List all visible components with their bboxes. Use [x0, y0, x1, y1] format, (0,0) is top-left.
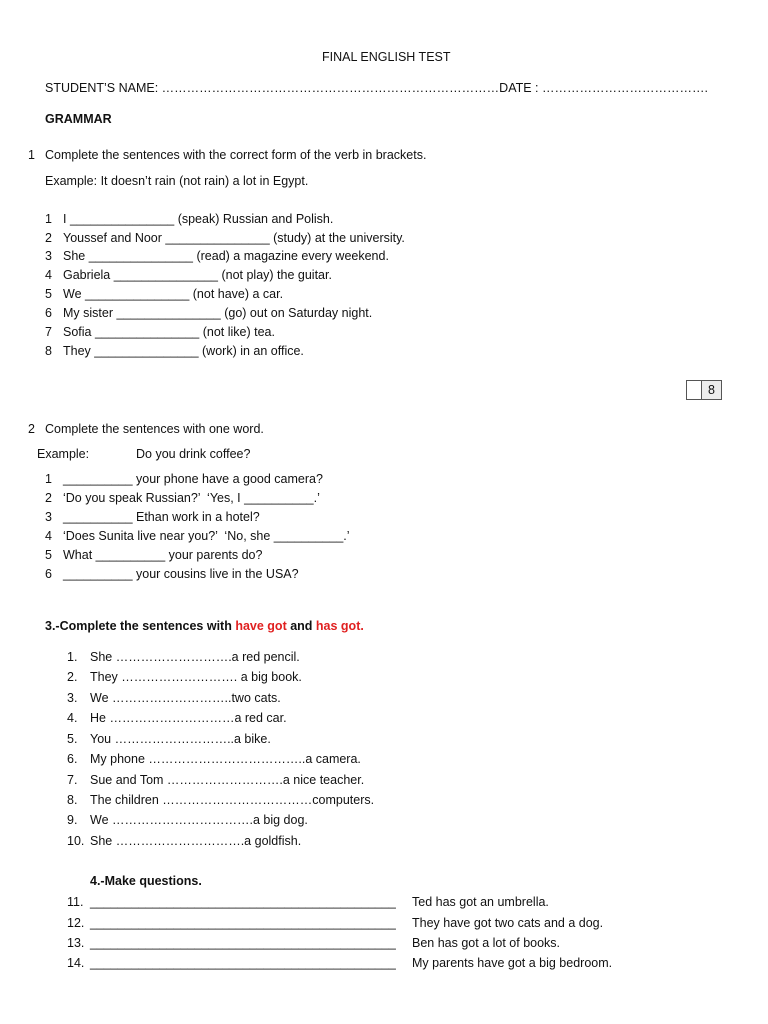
- list-item: [45, 567, 299, 582]
- list-item: [67, 773, 365, 788]
- list-item: [67, 752, 361, 767]
- item-text: Youssef and Noor _______________ (study) at the university.: [63, 231, 405, 245]
- item-text: What __________ your parents do?: [63, 548, 263, 562]
- list-item: [45, 548, 263, 563]
- item-number: 4: [45, 529, 52, 543]
- item-text: We ………………………..two cats.: [90, 691, 281, 705]
- item-text: We _______________ (not have) a car.: [63, 287, 284, 301]
- item-number: 3: [45, 510, 52, 524]
- item-number: 10.: [67, 834, 85, 848]
- list-item: [45, 325, 275, 340]
- item-text: He …………………………a red car.: [90, 711, 287, 725]
- item-number: 12.: [67, 916, 85, 930]
- item-text: My phone ………………………………..a camera.: [90, 752, 361, 766]
- item-text: I _______________ (speak) Russian and Polish.: [63, 212, 334, 226]
- list-item: [45, 529, 350, 544]
- item-number: 9.: [67, 813, 78, 827]
- list-item: [45, 510, 260, 525]
- ex2-example-text: Do you drink coffee?: [136, 447, 251, 461]
- ex3-heading-prefix: 3.-Complete the sentences with: [45, 619, 236, 633]
- answer-line[interactable]: ____________________________________________: [90, 936, 396, 950]
- answer-text: Ted has got an umbrella.: [412, 895, 549, 909]
- list-item: [45, 249, 389, 264]
- item-text: They _______________ (work) in an office.: [63, 344, 304, 358]
- item-number: 3.: [67, 691, 78, 705]
- item-number: 6.: [67, 752, 78, 766]
- item-number: 14.: [67, 956, 85, 970]
- has-got-highlight: has got: [315, 619, 361, 633]
- item-text: Sue and Tom ……………………….a nice teacher.: [90, 773, 365, 787]
- list-item: [67, 732, 271, 747]
- list-item: [67, 834, 302, 849]
- list-item: [45, 344, 304, 359]
- item-number: 2: [45, 491, 52, 505]
- answer-line[interactable]: ____________________________________________: [90, 895, 396, 909]
- ex2-number: 2: [28, 422, 35, 436]
- list-item: [67, 691, 281, 706]
- list-item: [67, 650, 300, 665]
- list-item: [67, 936, 561, 951]
- have-got-highlight: have got: [235, 619, 287, 633]
- list-item: [67, 793, 375, 808]
- item-text: We …………………………….a big dog.: [90, 813, 308, 827]
- item-number: 4.: [67, 711, 78, 725]
- item-text: She ……………………….a red pencil.: [90, 650, 300, 664]
- item-text: She ………………………….a goldfish.: [90, 834, 302, 848]
- list-item: [45, 491, 320, 506]
- item-number: 2: [45, 231, 52, 245]
- list-item: [67, 670, 302, 685]
- item-number: 5: [45, 548, 52, 562]
- score-box: [686, 380, 722, 400]
- item-number: 6: [45, 306, 52, 320]
- item-number: 6: [45, 567, 52, 581]
- answer-text: Ben has got a lot of books.: [412, 936, 561, 950]
- item-text: __________ your cousins live in the USA?: [63, 567, 299, 581]
- item-number: 8: [45, 344, 52, 358]
- list-item: [67, 916, 604, 931]
- item-number: 13.: [67, 936, 85, 950]
- answer-line[interactable]: ____________________________________________: [90, 956, 396, 970]
- ex1-instruction: Complete the sentences with the correct form of the verb in brackets.: [45, 148, 427, 162]
- ex2-instruction: Complete the sentences with one word.: [45, 422, 264, 436]
- item-number: 2.: [67, 670, 78, 684]
- list-item: [45, 287, 284, 302]
- list-item: [45, 306, 373, 321]
- item-number: 5: [45, 287, 52, 301]
- item-number: 3: [45, 249, 52, 263]
- page-title: FINAL ENGLISH TEST: [322, 50, 451, 64]
- ex3-heading-and: and: [286, 619, 316, 633]
- item-number: 11.: [67, 895, 84, 909]
- item-text: Sofia _______________ (not like) tea.: [63, 325, 275, 339]
- item-text: They ………………………. a big book.: [90, 670, 302, 684]
- list-item: [45, 472, 323, 487]
- grammar-heading: GRAMMAR: [45, 112, 112, 126]
- answer-text: My parents have got a big bedroom.: [412, 956, 613, 970]
- item-text: You ………………………..a bike.: [90, 732, 271, 746]
- score-input-cell[interactable]: [687, 381, 702, 399]
- item-number: 1.: [67, 650, 78, 664]
- item-text: ‘Do you speak Russian?’ ‘Yes, I __________.’: [63, 491, 320, 505]
- ex3-heading-period: .: [360, 619, 364, 633]
- item-text: __________ your phone have a good camera?: [63, 472, 323, 486]
- list-item: [67, 711, 287, 726]
- student-name-date-line: STUDENT’S NAME: ………………………………………………………………………DATE : ………………………………….: [45, 81, 708, 95]
- score-total: 8: [702, 381, 721, 399]
- list-item: [67, 895, 549, 910]
- item-text: The children ………………………………computers.: [90, 793, 375, 807]
- item-number: 1: [45, 472, 52, 486]
- item-number: 5.: [67, 732, 78, 746]
- item-text: __________ Ethan work in a hotel?: [63, 510, 260, 524]
- ex1-number: 1: [28, 148, 35, 162]
- answer-text: They have got two cats and a dog.: [412, 916, 604, 930]
- list-item: [45, 268, 332, 283]
- ex4-heading: 4.-Make questions.: [90, 874, 202, 888]
- item-number: 7: [45, 325, 52, 339]
- list-item: [67, 956, 613, 971]
- item-number: 7.: [67, 773, 78, 787]
- item-text: ‘Does Sunita live near you?’ ‘No, she __________.’: [63, 529, 350, 543]
- ex3-heading: [45, 619, 364, 634]
- list-item: [67, 813, 308, 828]
- ex2-example-label: Example:: [37, 447, 90, 461]
- answer-line[interactable]: ____________________________________________: [90, 916, 396, 930]
- item-number: 8.: [67, 793, 78, 807]
- item-number: 4: [45, 268, 52, 282]
- list-item: [45, 212, 334, 227]
- list-item: [45, 231, 405, 246]
- item-text: My sister _______________ (go) out on Saturday night.: [63, 306, 373, 320]
- item-text: Gabriela _______________ (not play) the guitar.: [63, 268, 332, 282]
- item-number: 1: [45, 212, 52, 226]
- item-text: She _______________ (read) a magazine every weekend.: [63, 249, 389, 263]
- ex1-example: Example: It doesn’t rain (not rain) a lot in Egypt.: [45, 174, 309, 188]
